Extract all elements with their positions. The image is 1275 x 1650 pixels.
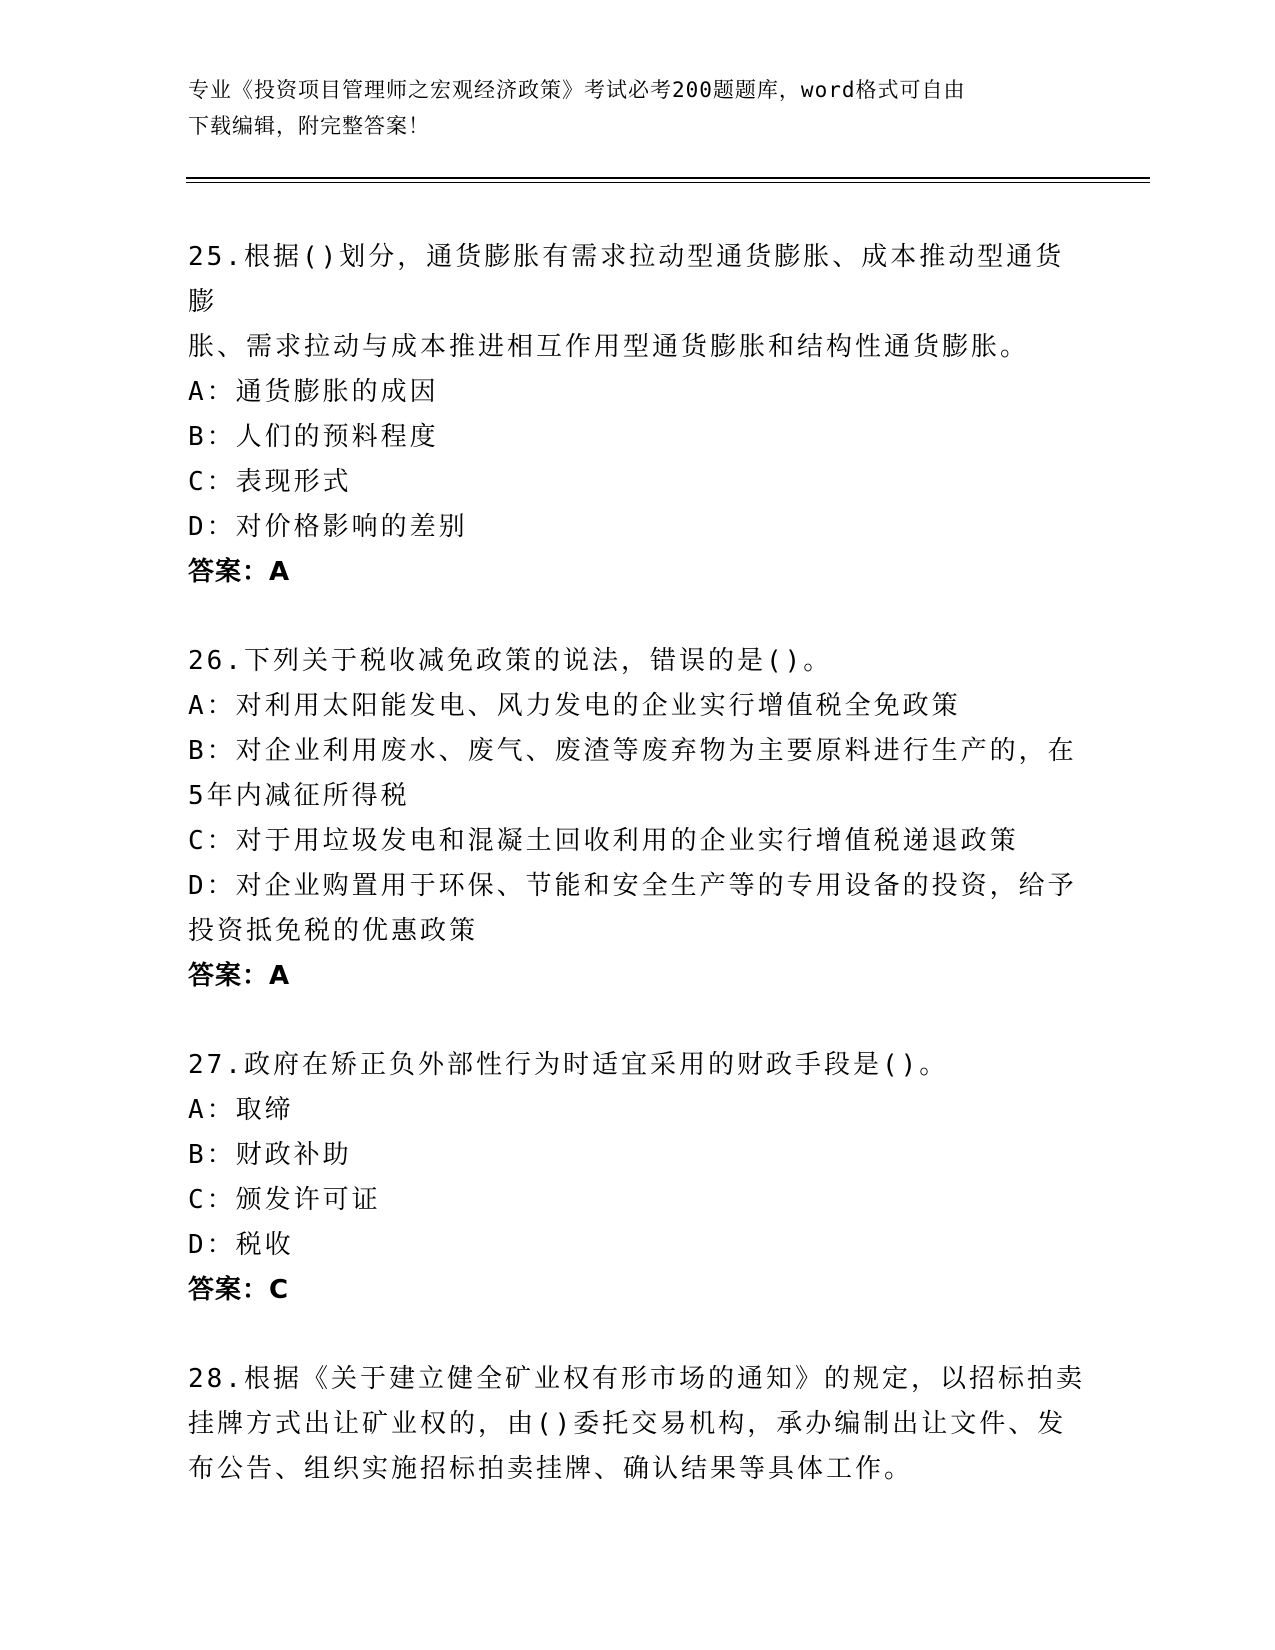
question-text-line: 28.根据《关于建立健全矿业权有形市场的通知》的规定，以招标拍卖 [188, 1364, 1085, 1394]
question-block [188, 639, 1088, 999]
option-line: B：财政补助 [188, 1140, 352, 1170]
option-line: C：对于用垃圾发电和混凝土回收利用的企业实行增值税递退政策 [188, 826, 1019, 856]
option-line: D：对价格影响的差别 [188, 512, 468, 542]
header-rule-thin [186, 182, 1150, 183]
question-text-line: 挂牌方式出让矿业权的，由()委托交易机构，承办编制出让文件、发 [188, 1409, 1067, 1439]
answer-line: 答案：C [188, 1275, 290, 1305]
option-line: 5年内减征所得税 [188, 781, 410, 811]
question-list [188, 235, 1088, 1536]
option-line: D：对企业购置用于环保、节能和安全生产等的专用设备的投资，给予 [188, 871, 1077, 901]
option-line: A：通货膨胀的成因 [188, 377, 439, 407]
option-line: A：取缔 [188, 1095, 294, 1125]
option-line: 投资抵免税的优惠政策 [188, 916, 479, 946]
option-line: B：对企业利用废水、废气、废渣等废弃物为主要原料进行生产的，在 [188, 736, 1077, 766]
answer-line: 答案：A [188, 961, 291, 991]
document-header [188, 72, 1068, 144]
question-block [188, 1357, 1088, 1492]
question-text-line: 26.下列关于税收减免政策的说法，错误的是()。 [188, 646, 833, 676]
header-line-2: 下载编辑，附完整答案！ [188, 114, 430, 138]
question-block [188, 235, 1088, 595]
question-text-line: 胀、需求拉动与成本推进相互作用型通货膨胀和结构性通货膨胀。 [188, 332, 1030, 362]
option-line: D：税收 [188, 1230, 294, 1260]
header-rule-thick [186, 177, 1150, 179]
option-line: A：对利用太阳能发电、风力发电的企业实行增值税全免政策 [188, 691, 961, 721]
option-line: C：颁发许可证 [188, 1185, 381, 1215]
question-text-line: 布公告、组织实施招标拍卖挂牌、确认结果等具体工作。 [188, 1454, 914, 1484]
answer-line: 答案：A [188, 557, 291, 587]
question-text-line: 27.政府在矫正负外部性行为时适宜采用的财政手段是()。 [188, 1050, 949, 1080]
option-line: B：人们的预料程度 [188, 422, 439, 452]
question-block [188, 1043, 1088, 1313]
option-line: C：表现形式 [188, 467, 352, 497]
header-line-1: 专业《投资项目管理师之宏观经济政策》考试必考200题题库，word格式可自由 [188, 78, 966, 102]
question-text-line: 25.根据()划分，通货膨胀有需求拉动型通货膨胀、成本推动型通货膨 [188, 242, 1065, 317]
